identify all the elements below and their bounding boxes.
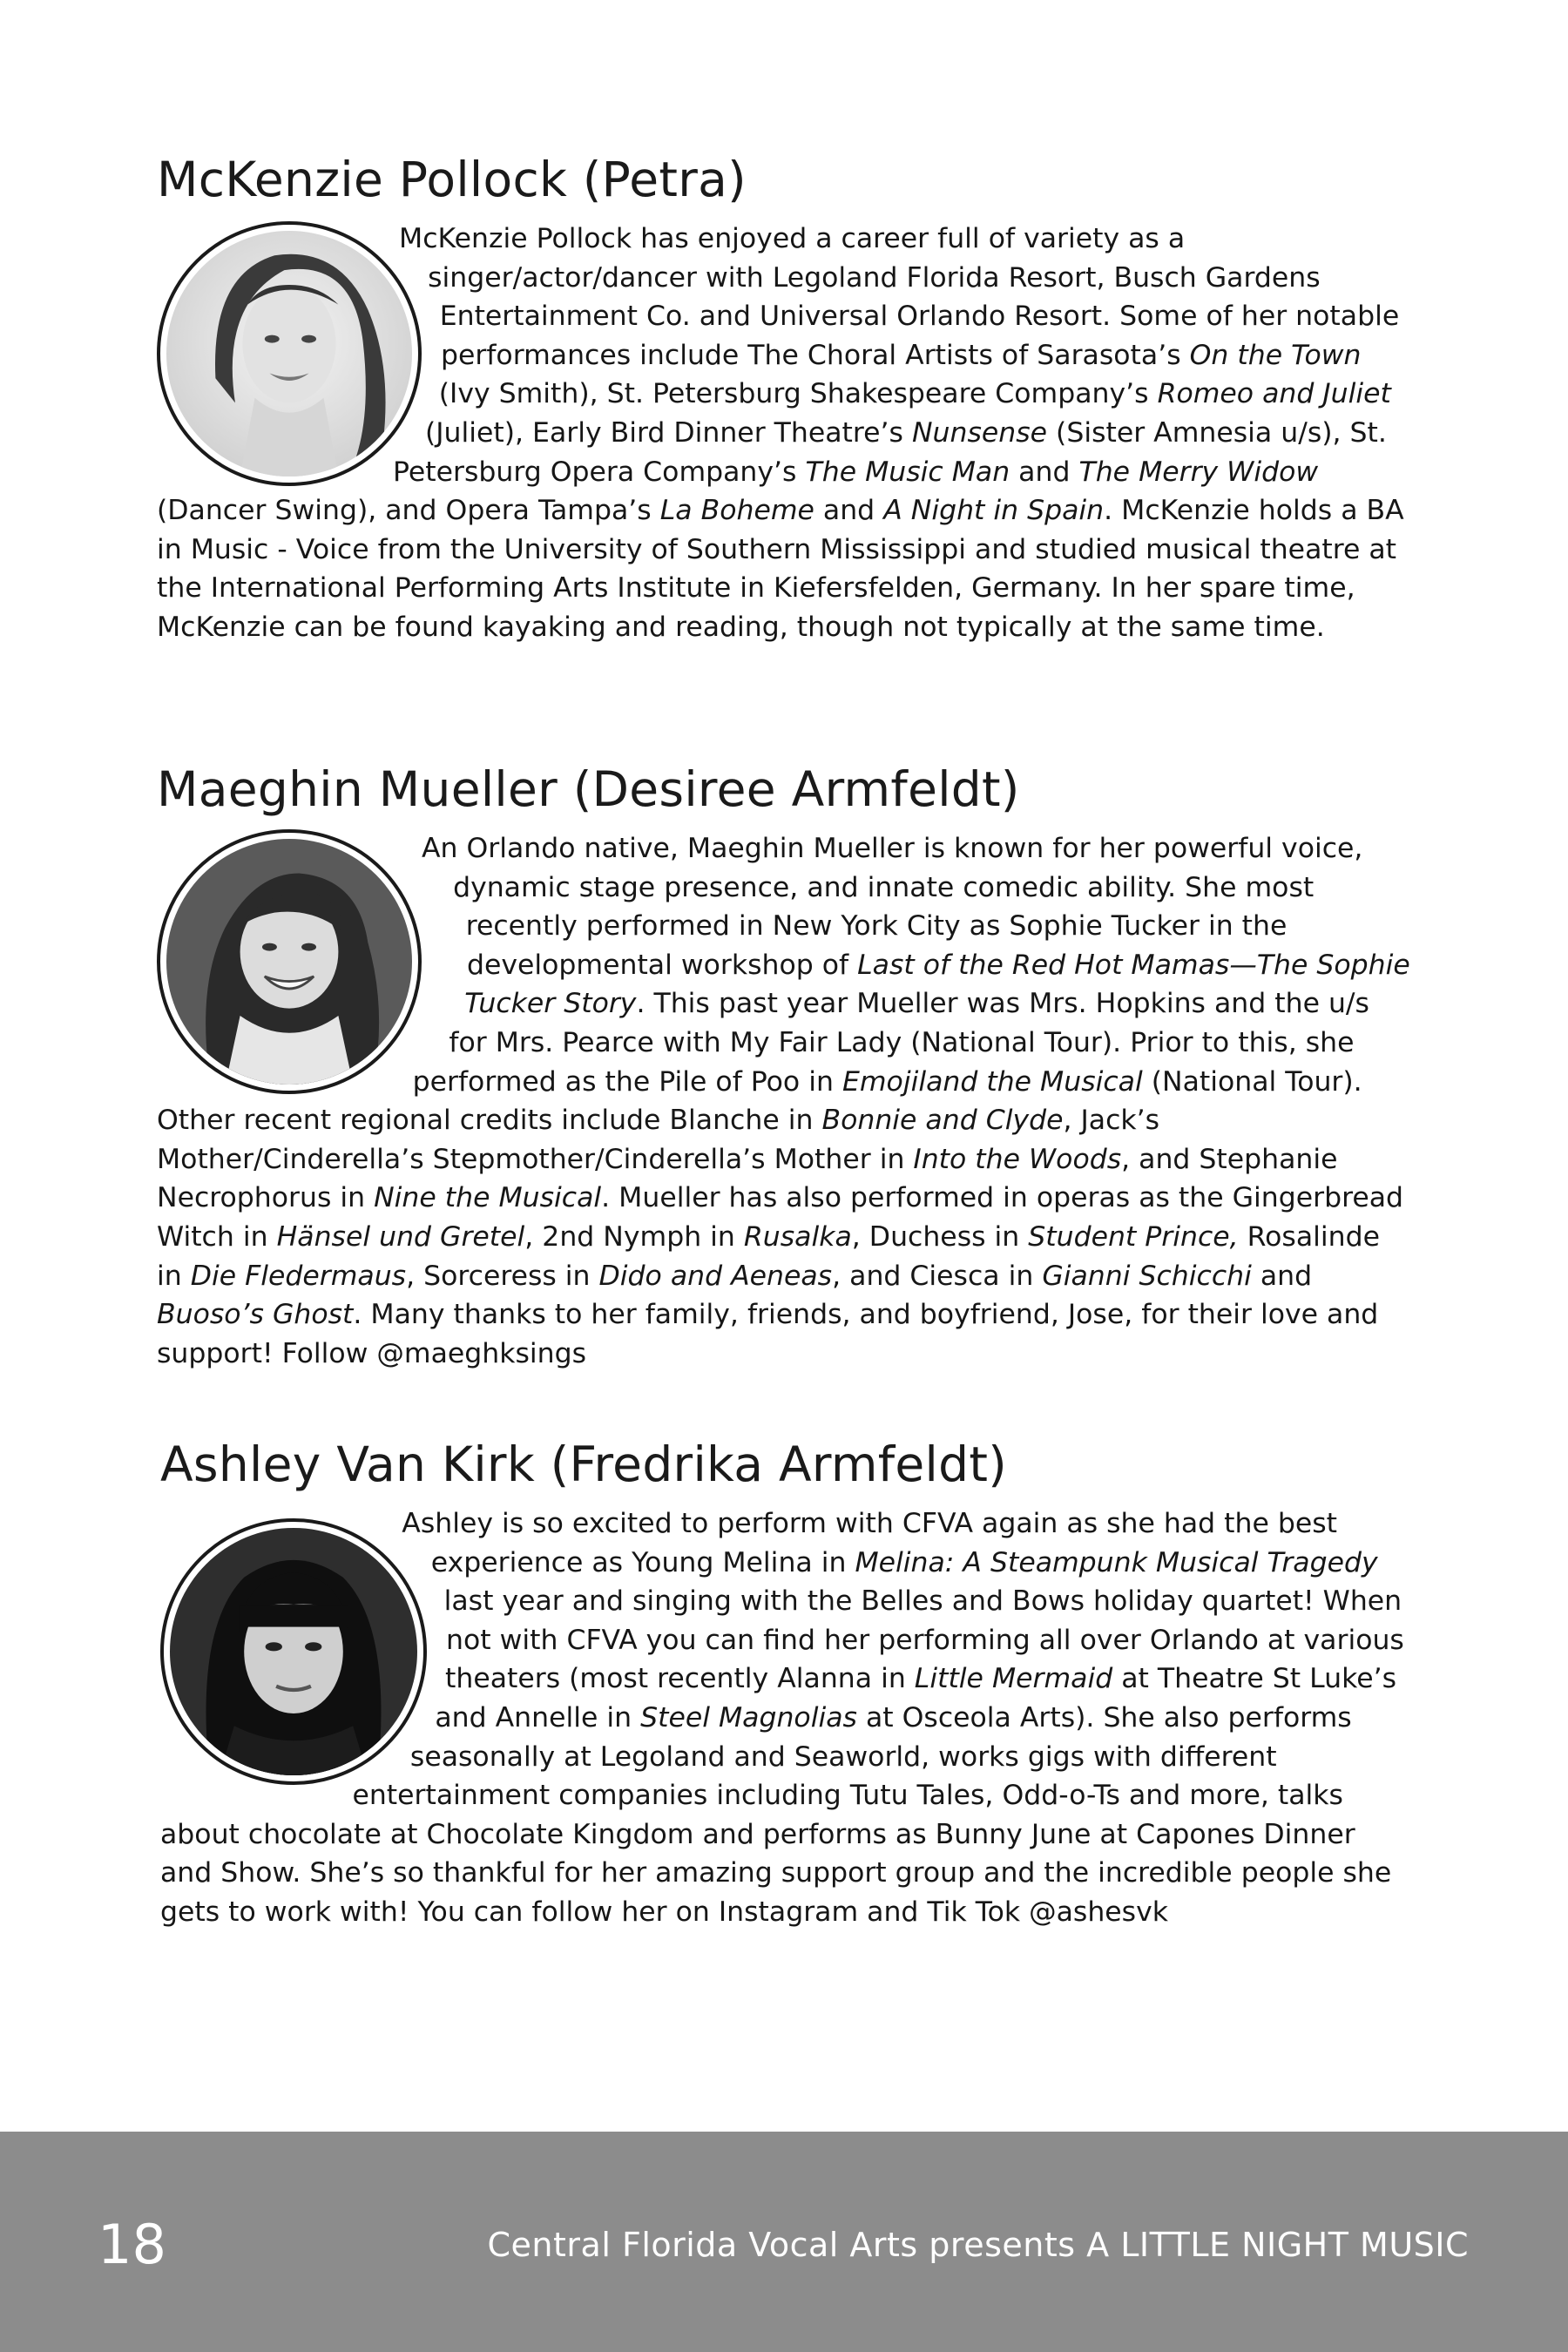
footer-title: Central Florida Vocal Arts presents A LITTLE NIGHT MUSIC bbox=[487, 2226, 1469, 2264]
production-title: A Night in Spain bbox=[883, 495, 1105, 527]
bio-paragraph: Ashley is so excited to perform with CFVA again as she had the best experience as Young Melina in Melina: A Steampunk Musical Tragedy last year and singing with the Belles and Bows holiday quartet! When not with CFVA you can find her performing all over Orlando at various theaters (most recently Alanna in Little Mermaid at Theatre St Luke’s and Annelle in Steel Magnolias at Osceola Arts). She also performs seasonally at Legoland and Seaworld, works gigs with different entertainment companies including Tutu Tales, Odd-o-Ts and more, talks about chocolate at Chocolate Kingdom and performs as Bunny June at Capones Dinner and Show. She’s so thankful for her amazing support group and the incredible people she gets to work with! You can follow her on Instagram and Tik Tok @ashesvk bbox=[160, 1508, 1404, 1928]
bio-mckenzie-pollock bbox=[157, 148, 1411, 647]
bio-heading: Maeghin Mueller (Desiree Armfeldt) bbox=[157, 761, 1020, 817]
headshot-photo bbox=[157, 829, 422, 1094]
production-title: Die Fledermaus bbox=[190, 1260, 407, 1292]
bio-body bbox=[157, 829, 1411, 1373]
headshot-portrait-icon bbox=[166, 839, 412, 1085]
production-title: Buoso’s Ghost bbox=[157, 1299, 354, 1331]
production-title: Student Prince, bbox=[1028, 1220, 1239, 1253]
production-title: Romeo and Juliet bbox=[1157, 378, 1391, 410]
headshot-photo bbox=[157, 221, 422, 486]
production-title: Into the Woods bbox=[913, 1143, 1122, 1175]
headshot-photo bbox=[160, 1518, 427, 1785]
production-title: The Merry Widow bbox=[1078, 456, 1319, 488]
bio-body bbox=[157, 220, 1411, 647]
production-title: Bonnie and Clyde bbox=[821, 1105, 1064, 1137]
bio-heading: McKenzie Pollock (Petra) bbox=[157, 152, 747, 207]
production-title: Last of the Red Hot Mamas—The Sophie Tucker Story bbox=[464, 949, 1410, 1020]
page-number: 18 bbox=[98, 2213, 166, 2276]
bio-paragraph: McKenzie Pollock has enjoyed a career full of variety as a singer/actor/dancer with Legoland Florida Resort, Busch Gardens Entertainment Co. and Universal Orlando Resort. Some of her notable performances include The Choral Artists of Sarasota’s On the Town (Ivy Smith), St. Petersburg Shakespeare Company’s Romeo and Juliet (Juliet), Early Bird Dinner Theatre’s Nunsense (Sister Amnesia u/s), St. Petersburg Opera Company’s The Music Man and The Merry Widow (Dancer Swing), and Opera Tampa’s La Boheme and A Night in Spain. McKenzie holds a BA in Music - Voice from the University of Southern Mississippi and studied musical theatre at the International Performing Arts Institute in Kiefersfelden, Germany. In her spare time, McKenzie can be found kayaking and reading, though not typically at the same time. bbox=[157, 223, 1404, 643]
production-title: Melina: A Steampunk Musical Tragedy bbox=[855, 1546, 1378, 1578]
production-title: Dido and Aeneas bbox=[598, 1260, 833, 1292]
production-title: Little Mermaid bbox=[914, 1663, 1113, 1695]
production-title: Hänsel und Gretel bbox=[276, 1220, 525, 1253]
production-title: On the Town bbox=[1189, 339, 1362, 371]
production-title: The Music Man bbox=[805, 456, 1010, 488]
production-title: Gianni Schicchi bbox=[1042, 1260, 1252, 1292]
production-title: Emojiland the Musical bbox=[841, 1065, 1143, 1098]
production-title: Nine the Musical bbox=[374, 1182, 602, 1214]
production-title: Nunsense bbox=[911, 416, 1048, 449]
bio-body bbox=[160, 1504, 1415, 1932]
production-title: Steel Magnolias bbox=[640, 1701, 857, 1734]
bio-paragraph: An Orlando native, Maeghin Mueller is known for her powerful voice, dynamic stage presence, and innate comedic ability. She most recently performed in New York City as Sophie Tucker in the developmental workshop of Last of the Red Hot Mamas—The Sophie Tucker Story. This past year Mueller was Mrs. Hopkins and the u/s for Mrs. Pearce with My Fair Lady (National Tour). Prior to this, she performed as the Pile of Poo in Emojiland the Musical (National Tour). Other recent regional credits include Blanche in Bonnie and Clyde, Jack’s Mother/Cinderella’s Stepmother/Cinderella’s Mother in Into the Woods, and Stephanie Necrophorus in Nine the Musical. Mueller has also performed in operas as the Gingerbread Witch in Hänsel und Gretel, 2nd Nymph in Rusalka, Duchess in Student Prince, Rosalinde in Die Fledermaus, Sorceress in Dido and Aeneas, and Ciesca in Gianni Schicchi and Buoso’s Ghost. Many thanks to her family, friends, and boyfriend, Jose, for their love and support! Follow @maeghksings bbox=[157, 833, 1410, 1369]
production-title: Rusalka bbox=[743, 1220, 852, 1253]
headshot-portrait-icon bbox=[170, 1528, 417, 1775]
production-title: La Boheme bbox=[659, 495, 814, 527]
bio-heading: Ashley Van Kirk (Fredrika Armfeldt) bbox=[160, 1436, 1007, 1492]
bio-ashley-van-kirk bbox=[160, 1433, 1415, 1932]
bio-maeghin-mueller bbox=[157, 758, 1411, 1373]
headshot-portrait-icon bbox=[166, 231, 412, 476]
page-footer bbox=[0, 2132, 1568, 2352]
